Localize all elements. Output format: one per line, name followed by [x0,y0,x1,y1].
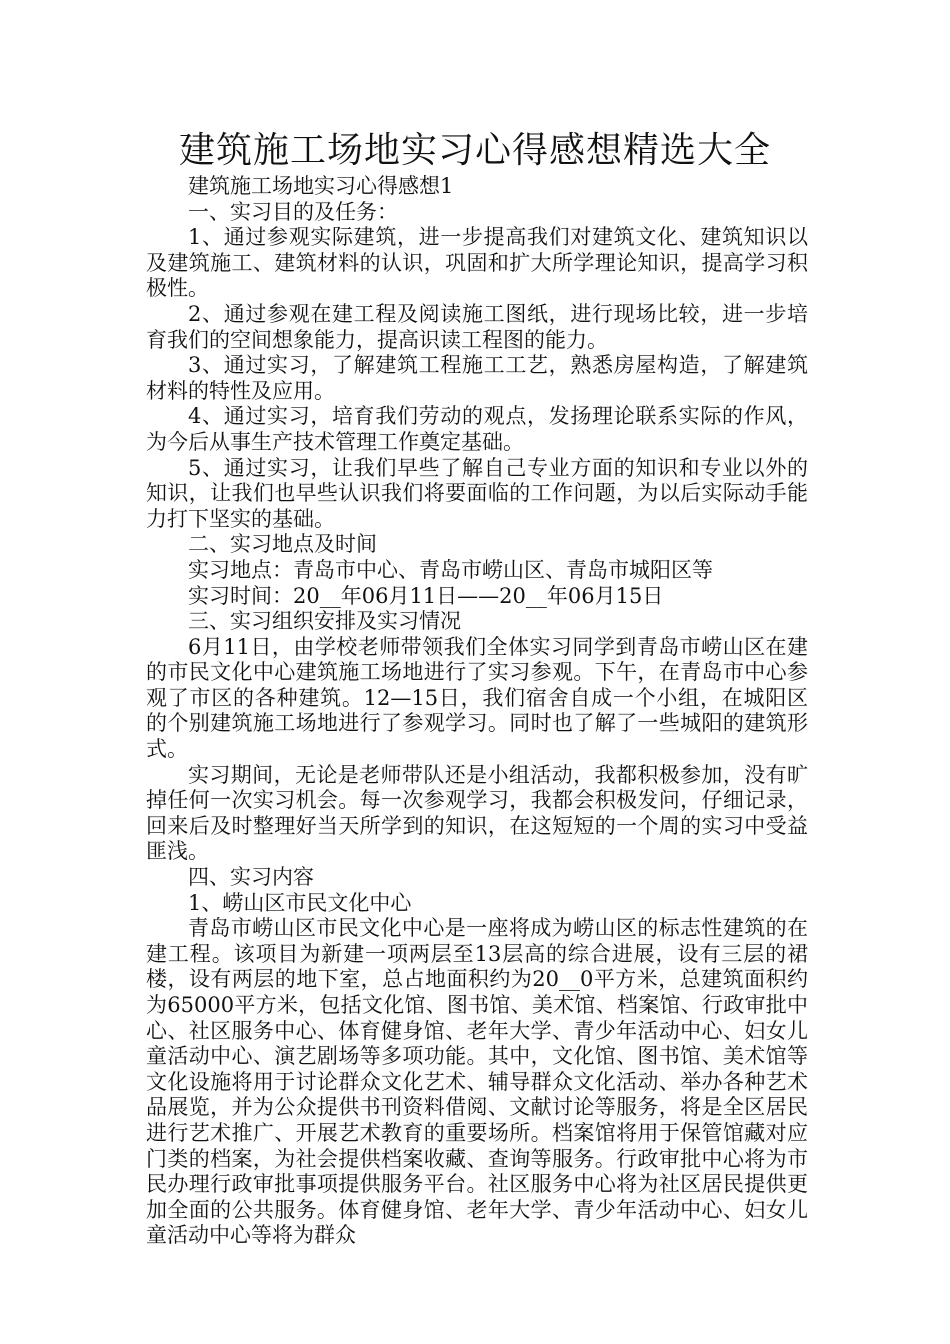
paragraph-purpose-4: 4、通过实习，培育我们劳动的观点，发扬理论联系实际的作风，为今后从事生产技术管理工作奠定基础。 [146,404,808,454]
paragraph-purpose-5: 5、通过实习，让我们早些了解自己专业方面的知识和专业以外的知识，让我们也早些认识我们将要面临的工作问题，为以后实际动手能力打下坚实的基础。 [146,455,808,531]
paragraph-location: 实习地点：青岛市中心、青岛市崂山区、青岛市城阳区等 [188,557,713,582]
section-subtitle: 建筑施工场地实习心得感想1 [188,174,454,198]
heading-content-1: 1、崂山区市民文化中心 [188,890,412,915]
heading-content: 四、实习内容 [188,865,314,890]
paragraph-content-1: 青岛市崂山区市民文化中心是一座将成为崂山区的标志性建筑的在建工程。该项目为新建一项两层至13层高的综合进展，设有三层的裙楼，设有两层的地下室，总占地面积约为20__0平方米，总建筑面积约为65000平方米，包括文化馆、图书馆、美术馆、档案馆、行政审批中心、社区服务中心、体育健身馆、老年大学、青少年活动中心、妇女儿童活动中心、演艺剧场等多项功能。其中，文化馆、图书馆、美术馆等文化设施将用于讨论群众文化艺术、辅导群众文化活动、举办各种艺术品展览，并为公众提供书刊资料借阅、文献讨论等服务，将是全区居民进行艺术推广、开展艺术教育的重要场所。档案馆将用于保管馆藏对应门类的档案，为社会提供档案收藏、查询等服务。行政审批中心将为市民办理行政审批事项提供服务平台。社区服务中心将为社区居民提供更加全面的公共服务。体育健身馆、老年大学、青少年活动中心、妇女儿童活动中心等将为群众 [146,916,808,1248]
heading-location-time: 二、实习地点及时间 [188,532,377,557]
paragraph-time: 实习时间：20__年06月11日——20__年06月15日 [188,583,664,608]
heading-purpose: 一、实习目的及任务： [188,199,398,224]
paragraph-purpose-3: 3、通过实习，了解建筑工程施工工艺，熟悉房屋构造，了解建筑材料的特性及应用。 [146,353,808,403]
heading-organization: 三、实习组织安排及实习情况 [188,609,461,634]
paragraph-organization-1: 6月11日，由学校老师带领我们全体实习同学到青岛市崂山区在建的市民文化中心建筑施工场地进行了实习参观。下午，在青岛市中心参观了市区的各种建筑。12—15日，我们宿舍自成一个小组，在城阳区的个别建筑施工场地进行了参观学习。同时也了解了一些城阳的建筑形式。 [146,634,808,762]
paragraph-purpose-2: 2、通过参观在建工程及阅读施工图纸，进行现场比较，进一步培育我们的空间想象能力，提高识读工程图的能力。 [146,301,808,352]
document-body [146,174,808,1249]
paragraph-organization-2: 实习期间，无论是老师带队还是小组活动，我都积极参加，没有旷掉任何一次实习机会。每一次参观学习，我都会积极发问，仔细记录，回来后及时整理好当天所学到的知识，在这短短的一个周的实习中受益匪浅。 [146,762,808,864]
document-title: 建筑施工场地实习心得感想精选大全 [178,130,771,171]
paragraph-purpose-1: 1、通过参观实际建筑，进一步提高我们对建筑文化、建筑知识以及建筑施工、建筑材料的认识，巩固和扩大所学理论知识，提高学习积极性。 [146,225,808,301]
